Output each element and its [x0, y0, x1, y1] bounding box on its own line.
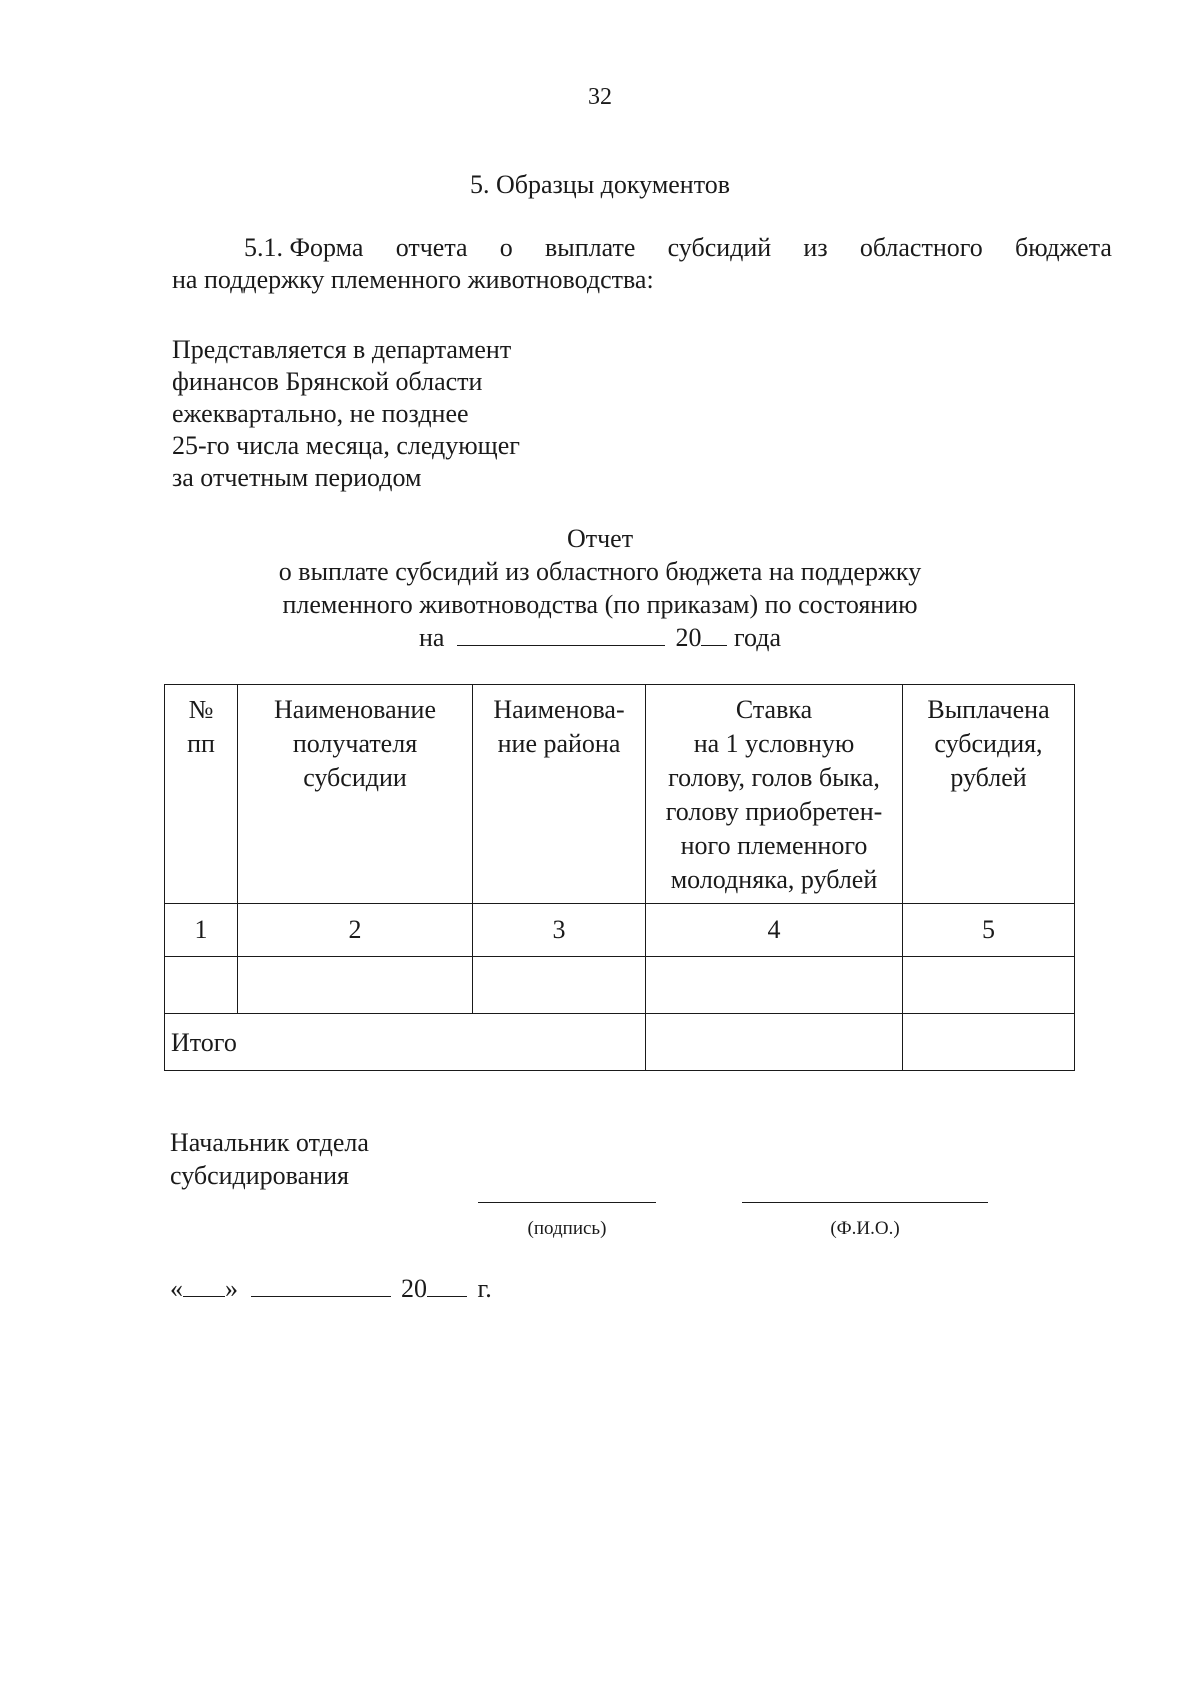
submission-note-line: ежеквартально, не позднее: [172, 399, 469, 428]
header-line: на 1 условную: [693, 729, 855, 758]
total-row: [165, 1014, 1075, 1071]
empty-cell[interactable]: [646, 957, 903, 1014]
report-date-prefix: на: [418, 623, 445, 652]
report-title-line: о выплате субсидий из областного бюджета на поддержку: [278, 557, 922, 586]
total-label: Итого: [165, 1014, 646, 1071]
report-table: [164, 684, 1075, 1071]
submission-note-line: финансов Брянской области: [172, 367, 483, 396]
intro-word: отчета: [395, 233, 468, 262]
header-line: голову приобретен-: [665, 797, 883, 826]
column-number-cell: 2: [238, 904, 473, 957]
report-date-suffix: года: [733, 623, 781, 652]
intro-word: субсидий: [667, 233, 772, 262]
empty-cell[interactable]: [165, 957, 238, 1014]
submission-note-line: 25-го числа месяца, следующег: [172, 431, 520, 460]
month-blank[interactable]: [251, 1274, 391, 1297]
header-line: рублей: [950, 763, 1027, 792]
day-blank[interactable]: [183, 1274, 225, 1297]
header-line: Ставка: [735, 695, 813, 724]
report-title: [0, 522, 1200, 654]
signatory-title-line: Начальник отдела: [170, 1128, 369, 1157]
column-number-cell: 3: [473, 904, 646, 957]
header-cell-recipient: [238, 685, 473, 904]
header-cell-paid: [903, 685, 1075, 904]
section-title: 5. Образцы документов: [469, 170, 731, 199]
total-paid-cell[interactable]: [903, 1014, 1075, 1071]
column-number-cell: 4: [646, 904, 903, 957]
header-line: получателя: [292, 729, 418, 758]
report-title-line: Отчет: [566, 524, 634, 553]
intro-word: из: [803, 233, 828, 262]
signatory-title-line: субсидирования: [170, 1161, 349, 1190]
empty-cell[interactable]: [903, 957, 1075, 1014]
empty-cell[interactable]: [473, 957, 646, 1014]
header-line: Выплачена: [927, 695, 1050, 724]
submission-note-line: за отчетным периодом: [172, 463, 422, 492]
intro-word: о: [499, 233, 513, 262]
intro-line-1: [172, 232, 1112, 264]
open-quote: «: [170, 1274, 183, 1303]
column-number-row: [165, 904, 1075, 957]
header-line: ние района: [497, 729, 621, 758]
report-date-line: [0, 621, 1200, 654]
table-row: [165, 957, 1075, 1014]
header-line: молодняка, рублей: [670, 865, 878, 894]
intro-word: выплате: [544, 233, 636, 262]
header-line: субсидия,: [934, 729, 1043, 758]
header-line: голову, голов быка,: [668, 763, 880, 792]
report-date-blank[interactable]: [457, 623, 665, 646]
intro-word: 5.1. Форма: [244, 233, 364, 262]
page-number: 32: [588, 84, 612, 110]
signatory-title: [170, 1126, 369, 1192]
submission-note: [172, 334, 520, 494]
close-quote: »: [225, 1274, 238, 1303]
signature-line[interactable]: [478, 1202, 656, 1203]
report-year-blank[interactable]: [701, 623, 727, 646]
signature-caption: (подпись): [527, 1218, 607, 1239]
header-cell-rate: [646, 685, 903, 904]
intro-paragraph: [172, 232, 1112, 296]
header-cell-number: [165, 685, 238, 904]
total-rate-cell[interactable]: [646, 1014, 903, 1071]
submission-note-line: Представляется в департамент: [172, 335, 512, 364]
table-header-row: [165, 685, 1075, 904]
header-line: Наименование: [274, 695, 436, 724]
sign-date-suffix: г.: [477, 1274, 492, 1303]
header-cell-district: [473, 685, 646, 904]
header-line: субсидии: [303, 763, 407, 792]
empty-cell[interactable]: [238, 957, 473, 1014]
column-number-cell: 5: [903, 904, 1075, 957]
sign-year-blank[interactable]: [427, 1274, 467, 1297]
header-line: ного племенного: [680, 831, 868, 860]
sign-date-row: [170, 1274, 492, 1304]
intro-word: бюджета: [1014, 233, 1112, 262]
report-title-line: племенного животноводства (по приказам) по состоянию: [282, 590, 918, 619]
header-line: №: [188, 695, 214, 724]
fio-caption: (Ф.И.О.): [830, 1218, 900, 1239]
report-date-year: 20: [675, 623, 702, 652]
header-line: пп: [187, 729, 215, 758]
sign-date-year: 20: [401, 1274, 427, 1303]
header-line: Наименова-: [493, 695, 625, 724]
column-number-cell: 1: [165, 904, 238, 957]
intro-line-2: на поддержку племенного животноводства:: [172, 265, 654, 294]
fio-line[interactable]: [742, 1202, 988, 1203]
intro-word: областного: [859, 233, 983, 262]
